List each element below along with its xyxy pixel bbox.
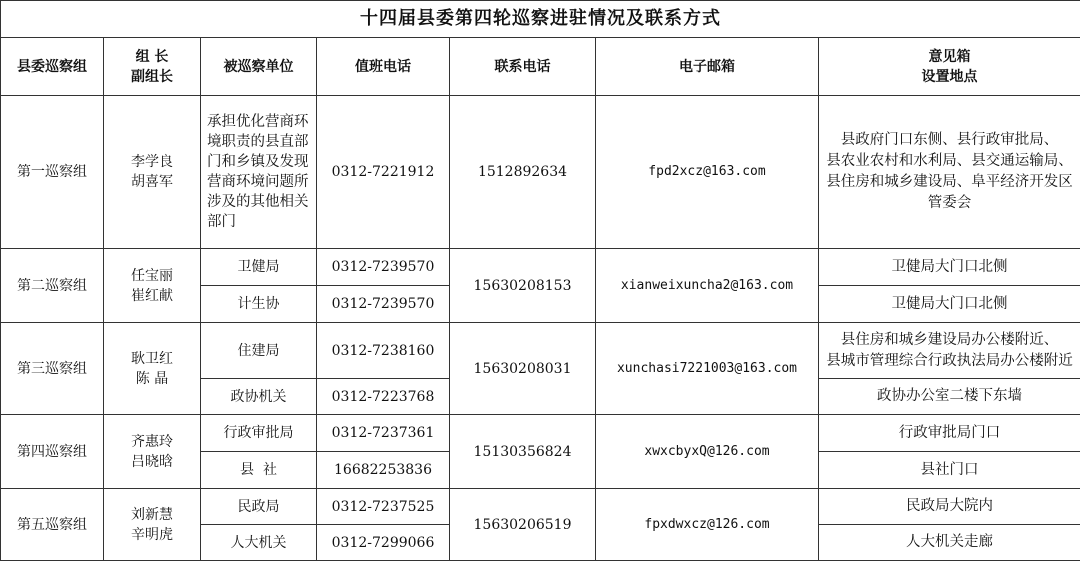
group-leaders: 齐惠玲 吕晓晗 bbox=[104, 415, 201, 489]
box-location: 行政审批局门口 bbox=[819, 415, 1080, 452]
duty-phone: 0312-7223768 bbox=[317, 379, 450, 415]
group-leaders: 李学良 胡喜军 bbox=[104, 96, 201, 249]
duty-phone: 0312-7238160 bbox=[317, 323, 450, 379]
header-email: 电子邮箱 bbox=[596, 38, 819, 96]
group-name: 第二巡察组 bbox=[1, 249, 104, 323]
duty-phone: 0312-7221912 bbox=[317, 96, 450, 249]
email-address: xianweixuncha2@163.com bbox=[596, 249, 819, 323]
contact-phone: 1512892634 bbox=[450, 96, 596, 249]
header-group: 县委巡察组 bbox=[1, 38, 104, 96]
group-name: 第四巡察组 bbox=[1, 415, 104, 489]
inspected-unit: 承担优化营商环境职责的县直部门和乡镇及发现营商环境问题所涉及的其他相关部门 bbox=[201, 96, 317, 249]
box-location: 县住房和城乡建设局办公楼附近、 县城市管理综合行政执法局办公楼附近 bbox=[819, 323, 1080, 379]
email-address: fpxdwxcz@126.com bbox=[596, 489, 819, 561]
header-duty-phone: 值班电话 bbox=[317, 38, 450, 96]
duty-phone: 0312-7239570 bbox=[317, 249, 450, 286]
duty-phone: 0312-7299066 bbox=[317, 525, 450, 561]
table-row bbox=[1, 249, 1080, 286]
duty-phone: 0312-7237361 bbox=[317, 415, 450, 452]
duty-phone: 0312-7239570 bbox=[317, 286, 450, 323]
table-row bbox=[1, 96, 1080, 249]
box-location: 人大机关走廊 bbox=[819, 525, 1080, 561]
contact-phone: 15130356824 bbox=[450, 415, 596, 489]
email-address: xwxcbyxQ@126.com bbox=[596, 415, 819, 489]
inspected-unit: 县 社 bbox=[201, 452, 317, 489]
table-title: 十四届县委第四轮巡察进驻情况及联系方式 bbox=[1, 1, 1080, 38]
table-row bbox=[1, 323, 1080, 379]
duty-phone: 0312-7237525 bbox=[317, 489, 450, 525]
inspected-unit: 住建局 bbox=[201, 323, 317, 379]
email-address: xunchasi7221003@163.com bbox=[596, 323, 819, 415]
inspected-unit: 人大机关 bbox=[201, 525, 317, 561]
box-location: 民政局大院内 bbox=[819, 489, 1080, 525]
header-leaders: 组 长 副组长 bbox=[104, 38, 201, 96]
box-location: 政协办公室二楼下东墙 bbox=[819, 379, 1080, 415]
group-name: 第五巡察组 bbox=[1, 489, 104, 561]
table-row bbox=[1, 415, 1080, 452]
box-location: 县政府门口东侧、县行政审批局、 县农业农村和水利局、县交通运输局、 县住房和城乡建设局、阜平经济开发区管委会 bbox=[819, 96, 1080, 249]
header-box-location: 意见箱 设置地点 bbox=[819, 38, 1080, 96]
header-contact-phone: 联系电话 bbox=[450, 38, 596, 96]
table-row bbox=[1, 489, 1080, 525]
inspected-unit: 政协机关 bbox=[201, 379, 317, 415]
contact-phone: 15630206519 bbox=[450, 489, 596, 561]
header-unit: 被巡察单位 bbox=[201, 38, 317, 96]
group-leaders: 刘新慧 辛明虎 bbox=[104, 489, 201, 561]
box-location: 卫健局大门口北侧 bbox=[819, 249, 1080, 286]
box-location: 县社门口 bbox=[819, 452, 1080, 489]
inspected-unit: 民政局 bbox=[201, 489, 317, 525]
group-name: 第一巡察组 bbox=[1, 96, 104, 249]
box-location: 卫健局大门口北侧 bbox=[819, 286, 1080, 323]
email-address: fpd2xcz@163.com bbox=[596, 96, 819, 249]
inspected-unit: 行政审批局 bbox=[201, 415, 317, 452]
duty-phone: 16682253836 bbox=[317, 452, 450, 489]
contact-phone: 15630208031 bbox=[450, 323, 596, 415]
inspected-unit: 计生协 bbox=[201, 286, 317, 323]
contact-phone: 15630208153 bbox=[450, 249, 596, 323]
group-leaders: 任宝丽 崔红献 bbox=[104, 249, 201, 323]
inspected-unit: 卫健局 bbox=[201, 249, 317, 286]
group-name: 第三巡察组 bbox=[1, 323, 104, 415]
group-leaders: 耿卫红 陈 晶 bbox=[104, 323, 201, 415]
